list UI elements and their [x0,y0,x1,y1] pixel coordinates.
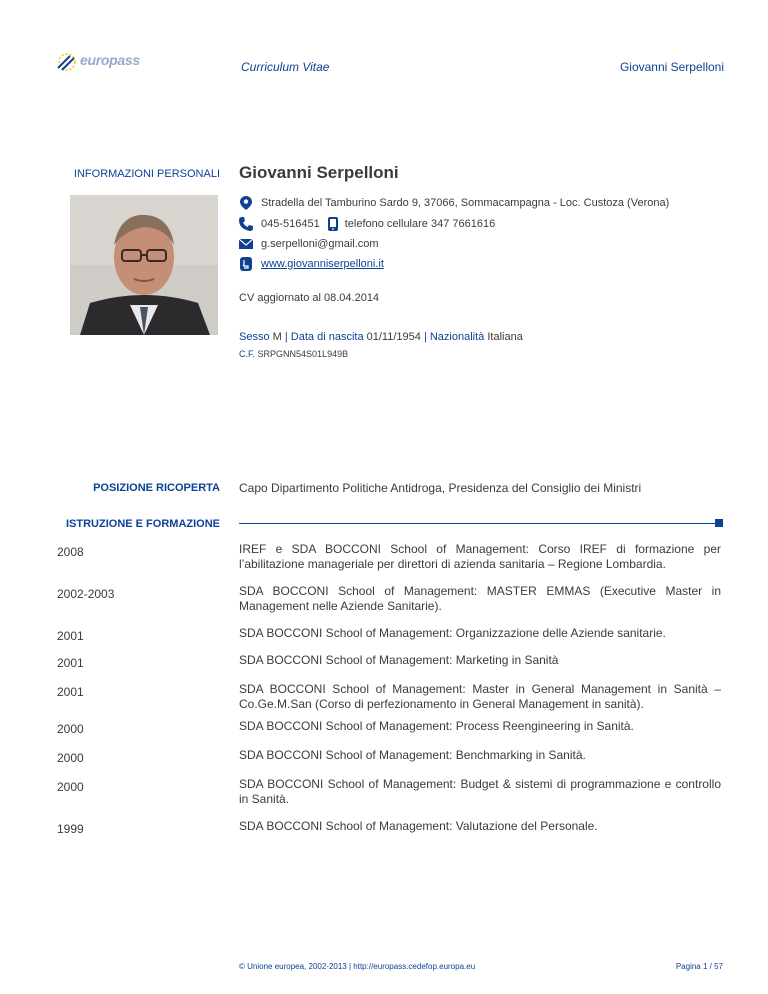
personal-details [239,331,523,343]
mobile-text: telefono cellulare 347 7661616 [344,218,496,230]
nationality-value: Italiana [487,331,523,343]
edu-date: 2002-2003 [57,587,115,601]
cf-row [239,349,348,359]
edu-text: SDA BOCCONI School of Management: Marketing in Sanità [239,653,559,667]
section-divider-marker [715,519,723,527]
cf-label: C.F. [239,349,256,359]
phone-icon [239,217,253,231]
mobile-icon [326,217,340,231]
section-label-position: POSIZIONE RICOPERTA [93,482,220,494]
website-link[interactable]: www.giovanniserpelloni.it [261,258,384,270]
edu-date: 1999 [57,822,84,836]
cf-value: SRPGNN54S01L949B [257,349,349,359]
email-row [239,237,379,251]
europass-logo [52,50,142,74]
edu-text: IREF e SDA BOCCONI School of Management: Corso IREF di formazione per l’abilitazione manageriale per direttori di azienda sanitaria – Regione Lombardia. [239,542,721,571]
website-icon [239,257,253,271]
location-icon [239,196,253,210]
header-cv-label: Curriculum Vitae [241,60,330,74]
edu-text: SDA BOCCONI School of Management: Benchmarking in Sanità. [239,748,586,762]
email-text[interactable]: g.serpelloni@gmail.com [261,238,379,250]
section-label-education: ISTRUZIONE E FORMAZIONE [66,518,220,530]
header-name: Giovanni Serpelloni [619,60,724,74]
edu-text: SDA BOCCONI School of Management: Valutazione del Personale. [239,819,598,833]
person-name: Giovanni Serpelloni [239,163,399,182]
section-label-personal: INFORMAZIONI PERSONALI [73,168,220,180]
section-divider [239,523,715,524]
address-row [239,196,669,210]
nationality-label: Nazionalità [429,331,485,343]
phone-text: 045-516451 [261,218,320,230]
edu-date: 2001 [57,685,84,699]
sex-value: M [272,331,282,343]
phone-row [239,217,495,231]
dob-value: 01/11/1954 [366,331,421,343]
edu-date: 2000 [57,722,84,736]
footer-copyright: © Unione europea, 2002-2013 | http://europass.cedefop.europa.eu [239,962,476,971]
edu-date: 2001 [57,656,84,670]
edu-date: 2000 [57,780,84,794]
separator: | [423,331,427,343]
separator: | [284,331,288,343]
edu-date: 2001 [57,629,84,643]
edu-date: 2000 [57,751,84,765]
cv-updated: CV aggiornato al 08.04.2014 [239,292,380,304]
edu-text: SDA BOCCONI School of Management: Process Reengineering in Sanità. [239,719,634,733]
sex-label: Sesso [239,331,270,343]
position-text: Capo Dipartimento Politiche Antidroga, Presidenza del Consiglio dei Ministri [239,481,642,495]
address-text: Stradella del Tamburino Sardo 9, 37066, Sommacampagna - Loc. Custoza (Verona) [261,197,670,209]
edu-date: 2008 [57,545,84,559]
edu-text: SDA BOCCONI School of Management: Budget & sistemi di programmazione e controllo in Sanità. [239,777,721,806]
europass-stars-icon [52,50,82,74]
edu-text: SDA BOCCONI School of Management: Master in General Management in Sanità – Co.Ge.M.San (Corso di perfezionamento in General Management in sanità). [239,682,721,711]
edu-text: SDA BOCCONI School of Management: MASTER EMMAS (Executive Master in Management nelle Aziende Sanitarie). [239,584,721,613]
website-row [239,257,384,271]
dob-label: Data di nascita [290,331,364,343]
email-icon [239,237,253,251]
page-number: Pagina 1 / 57 [675,962,723,971]
logo-text: europass [80,52,140,68]
profile-photo [70,195,218,335]
edu-text: SDA BOCCONI School of Management: Organizzazione delle Aziende sanitarie. [239,626,666,640]
